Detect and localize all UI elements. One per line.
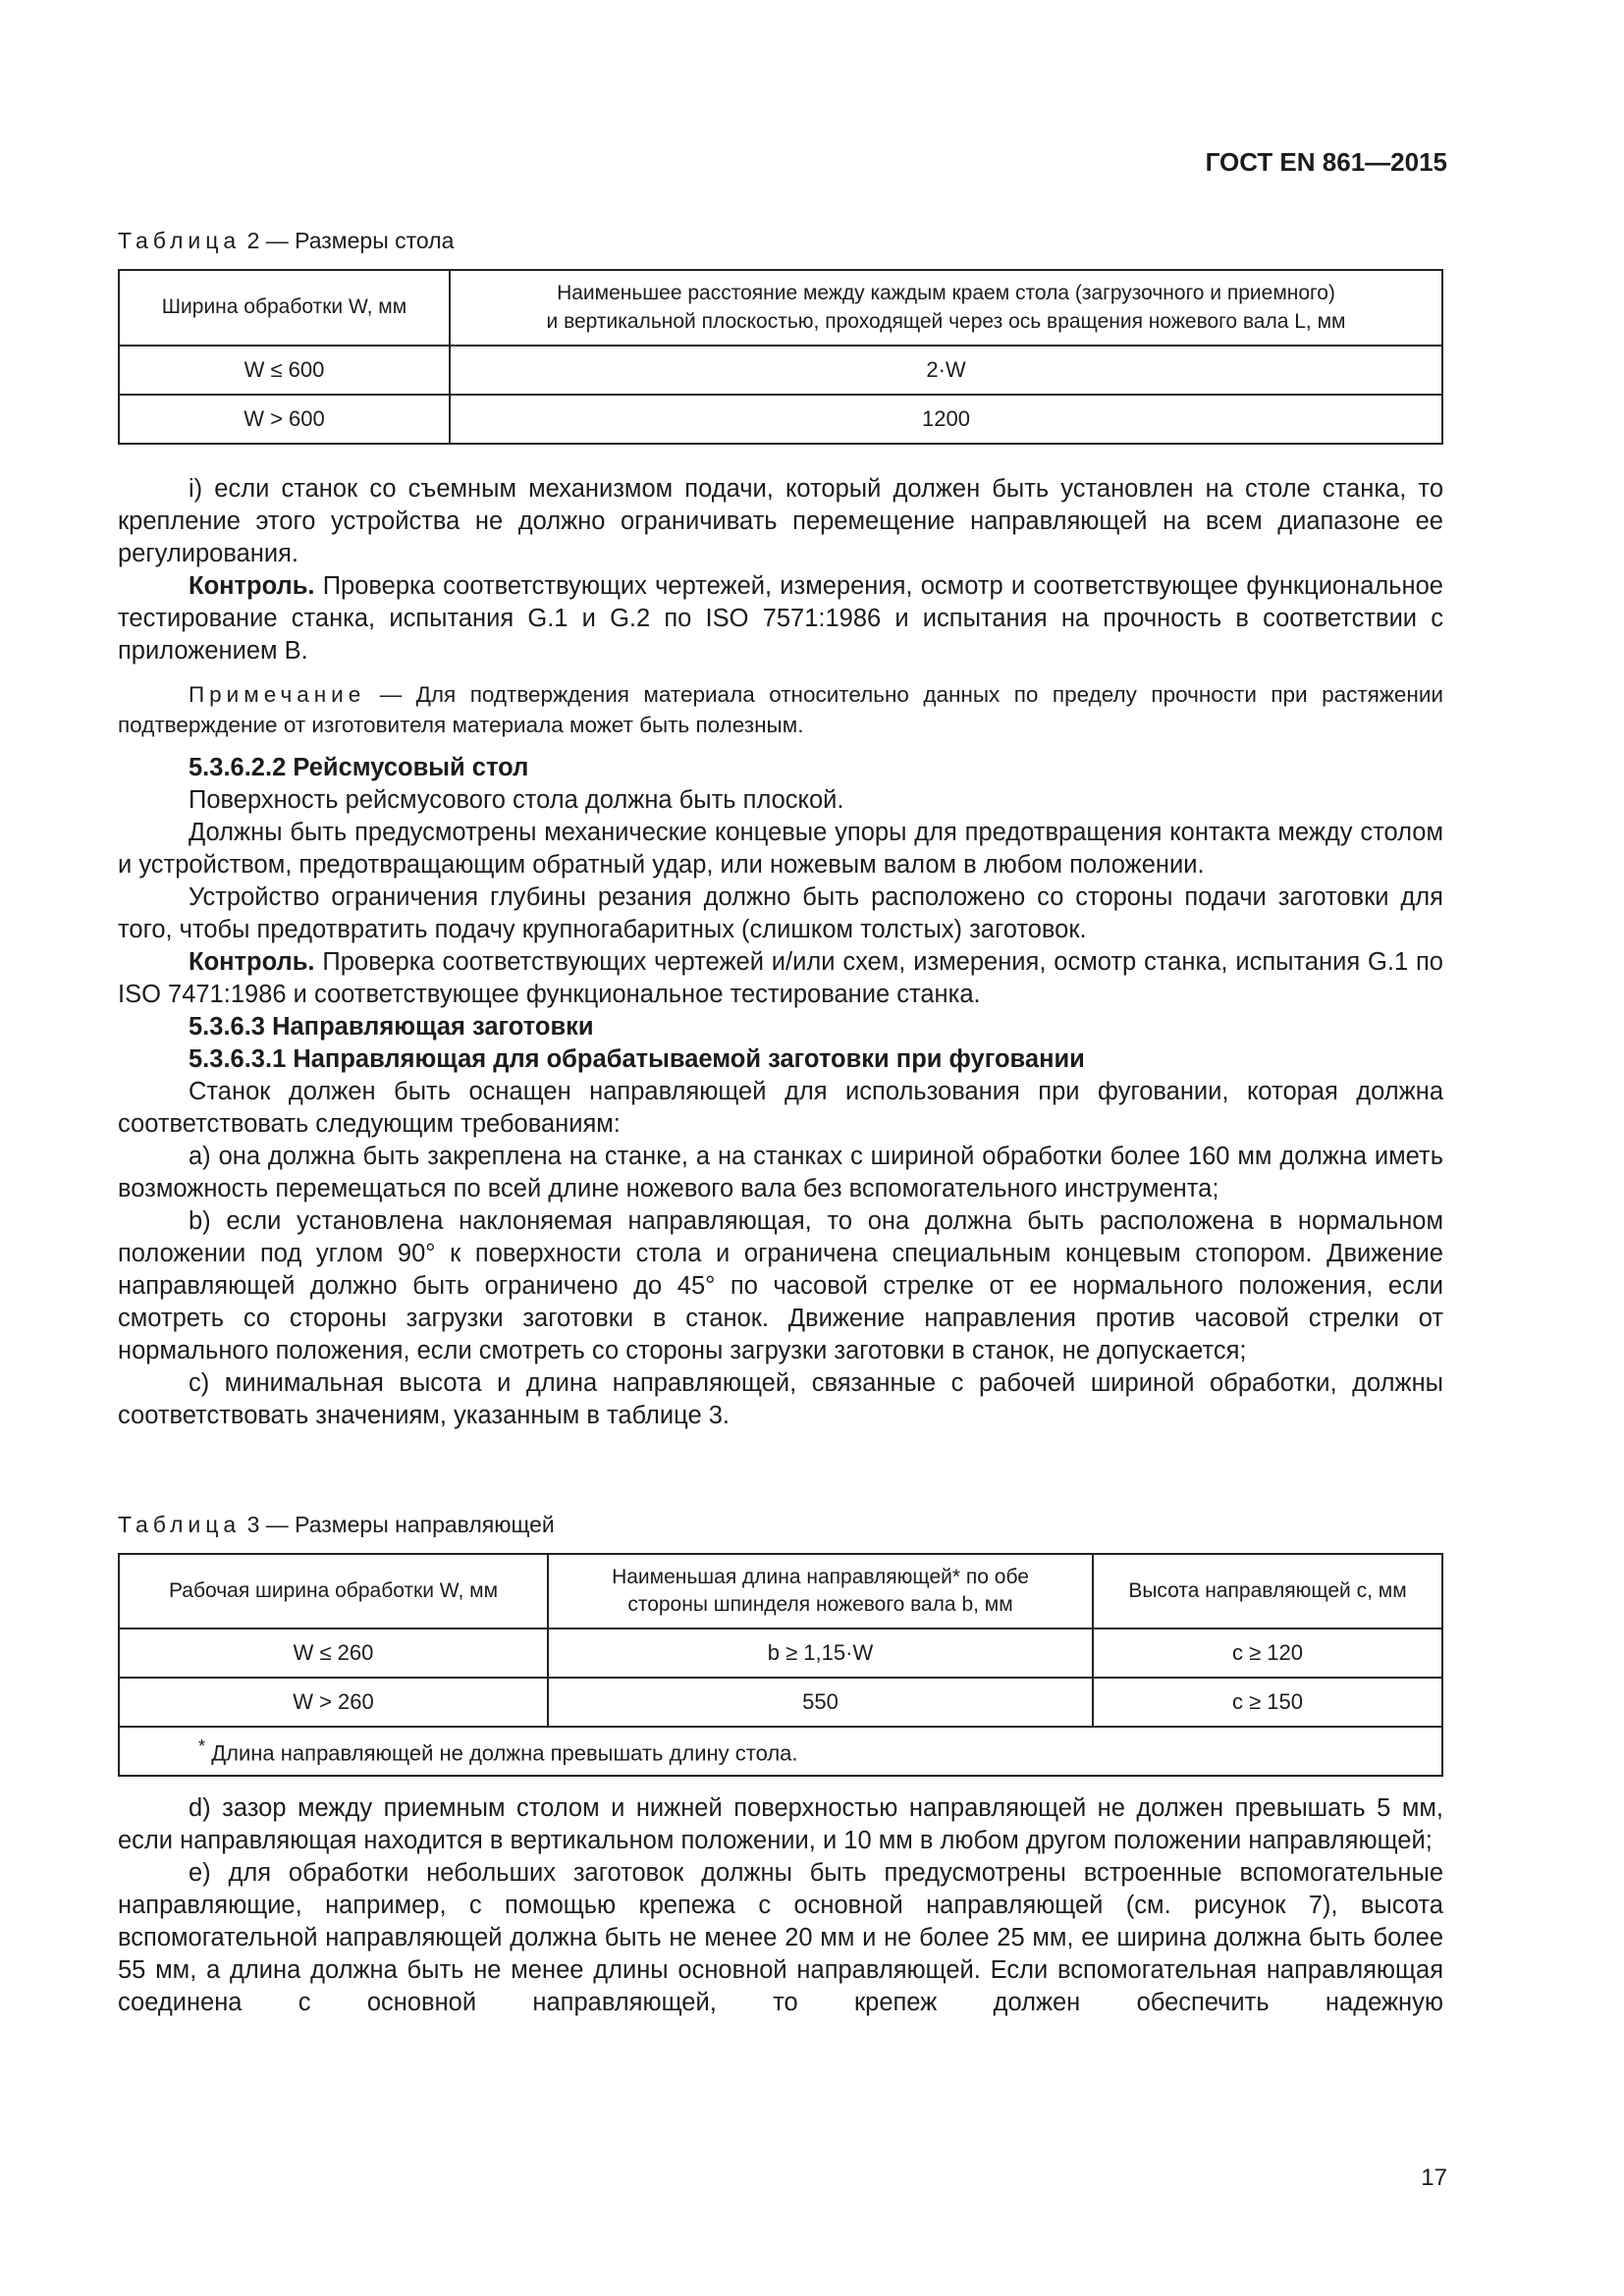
section-heading-5-3-6-3-1: 5.3.6.3.1 Направляющая для обрабатываемой заготовки при фуговании bbox=[189, 1045, 1085, 1073]
table2-header-distance bbox=[450, 270, 1442, 346]
table3-header-height: Высота направляющей c, мм bbox=[1093, 1554, 1442, 1629]
paragraph-i: i) если станок со съемным механизмом подачи, который должен быть установлен на столе станка, то крепление этого устройства не должно ограничивать перемещение направляющей на всем диапазоне ее регулирования. bbox=[118, 475, 1443, 567]
list-item-d: d) зазор между приемным столом и нижней поверхностью направляющей не должен превышать 5 мм, если направляющая находится в вертикальном положении, и 10 мм в любом другом положении направляющей; bbox=[118, 1794, 1443, 1854]
section-5-3-6-2-2-p2: Должны быть предусмотрены механические концевые упоры для предотвращения контакта между столом и устройством, предотвращающим обратный удар, или ножевым валом в любом положении. bbox=[118, 819, 1443, 879]
list-item-e: e) для обработки небольших заготовок должны быть предусмотрены встроенные вспомогательные направляющие, например, с помощью крепежа с основной направляющей (см. рисунок 7), высота вспомогательной направляющей должна быть не менее 20 мм и не более 25 мм, ее ширина должна быть более 55 мм, а длина должна быть не менее длины основной направляющей. Если вспомогательная направляющая соединена с основной направляющей, то крепеж должен обеспечить надежную bbox=[118, 1859, 1443, 2016]
table2-caption bbox=[118, 228, 454, 254]
text-block-2 bbox=[118, 1792, 1443, 2019]
section-5-3-6-2-2-p1: Поверхность рейсмусового стола должна быть плоской. bbox=[189, 786, 844, 814]
table2-caption-word: Таблица bbox=[118, 228, 242, 253]
table-3 bbox=[118, 1553, 1443, 1777]
table3-caption-title: 3 — Размеры направляющей bbox=[241, 1512, 555, 1537]
text-block-1 bbox=[118, 473, 1443, 1432]
section-5-3-6-3-1-intro: Станок должен быть оснащен направляющей для использования при фуговании, которая должна соответствовать следующим требованиям: bbox=[118, 1078, 1443, 1138]
table3-cell-width: W ≤ 260 bbox=[119, 1629, 548, 1678]
table3-cell-length: 550 bbox=[548, 1678, 1093, 1727]
footnote-mark: * bbox=[198, 1735, 206, 1756]
table2-header-distance-line2: и вертикальной плоскостью, проходящей через ось вращения ножевого вала L, мм bbox=[546, 309, 1346, 333]
table3-caption bbox=[118, 1512, 555, 1538]
table2-cell-distance: 2·W bbox=[450, 346, 1442, 395]
table3-header-width: Рабочая ширина обработки W, мм bbox=[119, 1554, 548, 1629]
control-paragraph-2 bbox=[118, 946, 1443, 1011]
note-label: Примечание bbox=[189, 682, 366, 707]
table2-header-distance-line1: Наименьшее расстояние между каждым краем стола (загрузочного и приемного) bbox=[557, 282, 1335, 305]
note-paragraph bbox=[118, 679, 1443, 740]
table2-caption-title: 2 — Размеры стола bbox=[241, 228, 455, 253]
table-row bbox=[119, 346, 1442, 395]
table-2 bbox=[118, 269, 1443, 445]
table2-cell-distance: 1200 bbox=[450, 395, 1442, 444]
table2-cell-width: W ≤ 600 bbox=[119, 346, 450, 395]
table2-cell-width: W > 600 bbox=[119, 395, 450, 444]
section-heading-5-3-6-3: 5.3.6.3 Направляющая заготовки bbox=[189, 1013, 594, 1041]
table3-caption-word: Таблица bbox=[118, 1512, 242, 1537]
table2-header-row bbox=[119, 270, 1442, 346]
table3-header-row bbox=[119, 1554, 1442, 1629]
table3-cell-width: W > 260 bbox=[119, 1678, 548, 1727]
control-text: Проверка соответствующих чертежей и/или схем, измерения, осмотр станка, испытания G.1 по ISO 7471:1986 и соответствующее функциональное тестирование станка. bbox=[118, 948, 1443, 1008]
section-heading-5-3-6-2-2: 5.3.6.2.2 Рейсмусовый стол bbox=[189, 754, 529, 781]
table3-header-length bbox=[548, 1554, 1093, 1629]
table3-cell-height: c ≥ 150 bbox=[1093, 1678, 1442, 1727]
table3-header-length-line2: стороны шпинделя ножевого вала b, мм bbox=[627, 1593, 1013, 1616]
list-item-a: a) она должна быть закреплена на станке, а на станках с шириной обработки более 160 мм должна иметь возможность перемещаться по всей длине ножевого вала без вспомогательного инструмента; bbox=[118, 1143, 1443, 1202]
list-item-b: b) если установлена наклоняемая направляющая, то она должна быть расположена в нормальном положении под углом 90° к поверхности стола и ограничена специальным концевым стопором. Движение направляющей должно быть ограничено до 45° по часовой стрелке от ее нормального положения, если смотреть со стороны загрузки заготовки в станок. Движение направления против часовой стрелки от нормального положения, если смотреть со стороны загрузки заготовки в станок, не допускается; bbox=[118, 1207, 1443, 1364]
table2-header-width: Ширина обработки W, мм bbox=[119, 270, 450, 346]
control-text: Проверка соответствующих чертежей, измерения, осмотр и соответствующее функциональное тестирование станка, испытания G.1 и G.2 по ISO 7571:1986 и испытания на прочность в соответствии с приложением В. bbox=[118, 572, 1443, 665]
document-id: ГОСТ EN 861—2015 bbox=[1205, 147, 1447, 177]
page-number: 17 bbox=[1421, 2164, 1447, 2191]
table3-footnote-row bbox=[119, 1727, 1442, 1776]
footnote-text: Длина направляющей не должна превышать длину стола. bbox=[205, 1740, 798, 1766]
control-label: Контроль. bbox=[189, 948, 315, 976]
table3-header-length-line1: Наименьшая длина направляющей* по обе bbox=[612, 1565, 1029, 1588]
control-label: Контроль. bbox=[189, 572, 315, 600]
control-paragraph-1 bbox=[118, 570, 1443, 667]
table3-cell-length: b ≥ 1,15·W bbox=[548, 1629, 1093, 1678]
table-row bbox=[119, 1678, 1442, 1727]
note-text: — Для подтверждения материала относительно данных по пределу прочности при растяжении подтверждение от изготовителя материала может быть полезным. bbox=[118, 682, 1443, 737]
section-5-3-6-2-2-p3: Устройство ограничения глубины резания должно быть расположено со стороны подачи заготовки для того, чтобы предотвратить подачу крупногабаритных (слишком толстых) заготовок. bbox=[118, 883, 1443, 943]
list-item-c: c) минимальная высота и длина направляющей, связанные с рабочей шириной обработки, должны соответствовать значениям, указанным в таблице 3. bbox=[118, 1369, 1443, 1429]
table-row bbox=[119, 1629, 1442, 1678]
table3-cell-height: c ≥ 120 bbox=[1093, 1629, 1442, 1678]
table3-footnote bbox=[119, 1727, 1442, 1776]
table-row bbox=[119, 395, 1442, 444]
